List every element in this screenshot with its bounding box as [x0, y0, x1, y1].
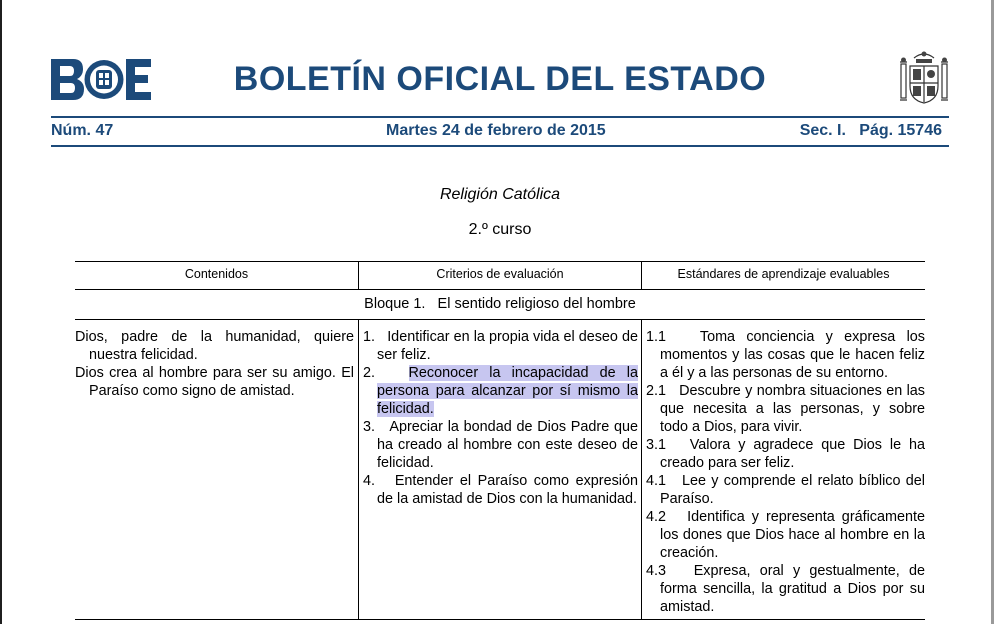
estandar-number: 3.1	[646, 437, 667, 453]
estandar-item	[646, 436, 925, 472]
estandar-number: 1.1	[646, 329, 667, 345]
estandar-number: 4.3	[646, 563, 667, 579]
criterios-cell	[363, 328, 638, 508]
gazette-title: BOLETÍN OFICIAL DEL ESTADO	[233, 60, 767, 98]
header-rule-top	[51, 116, 949, 118]
criterio-text: Entender el Paraíso como expresión de la amistad de Dios con la humanidad.	[377, 473, 638, 507]
table-bottom-rule	[75, 619, 925, 620]
col-divider	[358, 319, 359, 620]
table-header-rule	[75, 289, 925, 290]
estandar-text: Lee y comprende el relato bíblico del Paraíso.	[660, 473, 925, 507]
criterio-number: 3.	[363, 419, 376, 435]
estandar-item	[646, 508, 925, 562]
coat-of-arms-icon	[898, 50, 950, 106]
estandar-text: Descubre y nombra situaciones en las que necesita a las personas, y sobre todo a Dios, para vivir.	[660, 383, 926, 435]
criterio-text: Identificar en la propia vida el deseo de ser feliz.	[377, 329, 638, 363]
criterio-number: 2.	[363, 365, 376, 381]
estandar-number: 2.1	[646, 383, 667, 399]
criterio-item	[363, 472, 638, 508]
estandar-text: Expresa, oral y gestualmente, de forma sencilla, la gratitud a Dios por su amistad.	[660, 563, 925, 615]
estandar-item	[646, 472, 925, 508]
contenidos-cell	[75, 328, 354, 400]
contenido-item: Dios crea al hombre para ser su amigo. El Paraíso como signo de amistad.	[75, 365, 354, 399]
curriculum-table	[75, 261, 925, 624]
course-title: 2.º curso	[468, 221, 532, 238]
estandar-item	[646, 562, 925, 616]
criterio-text: Apreciar la bondad de Dios Padre que ha creado al hombre con este deseo de felicidad.	[377, 419, 638, 471]
subject-title: Religión Católica	[439, 186, 561, 203]
criterio-item	[363, 364, 638, 418]
estandar-item	[646, 328, 925, 382]
boe-logo	[51, 59, 151, 100]
column-header-criterios: Criterios de evaluación	[436, 267, 564, 281]
table-top-rule	[75, 261, 925, 262]
column-header-estandares: Estándares de aprendizaje evaluables	[677, 267, 890, 281]
issue-number: Núm. 47	[51, 122, 114, 139]
criterio-item	[363, 418, 638, 472]
contenido-item: Dios, padre de la humanidad, quiere nuestra felicidad.	[75, 329, 354, 363]
estandar-text: Valora y agradece que Dios le ha creado para ser feliz.	[660, 437, 925, 471]
column-header-contenidos: Contenidos	[184, 267, 249, 281]
table-block-rule	[75, 319, 925, 320]
col-divider	[641, 319, 642, 620]
criterio-text-selected[interactable]: Reconocer la incapacidad de la persona para alcanzar por sí mismo la felicidad.	[377, 365, 638, 417]
estandar-text: Identifica y representa gráficamente los dones que Dios hace al hombre en la creación.	[660, 509, 926, 561]
issue-date: Martes 24 de febrero de 2015	[386, 122, 606, 139]
block-title: Bloque 1. El sentido religioso del hombre	[364, 296, 636, 312]
header-rule-bottom	[51, 145, 949, 147]
criterio-number: 4.	[363, 473, 376, 489]
estandar-number: 4.2	[646, 509, 667, 525]
criterio-number: 1.	[363, 329, 376, 345]
estandares-cell	[646, 328, 925, 616]
criterio-item	[363, 328, 638, 364]
estandar-item	[646, 382, 925, 436]
estandar-number: 4.1	[646, 473, 667, 489]
estandar-text: Toma conciencia y expresa los momentos y las cosas que le hacen feliz a él y a las personas de su entorno.	[660, 329, 925, 381]
section-page: Sec. I. Pág. 15746	[799, 122, 942, 139]
